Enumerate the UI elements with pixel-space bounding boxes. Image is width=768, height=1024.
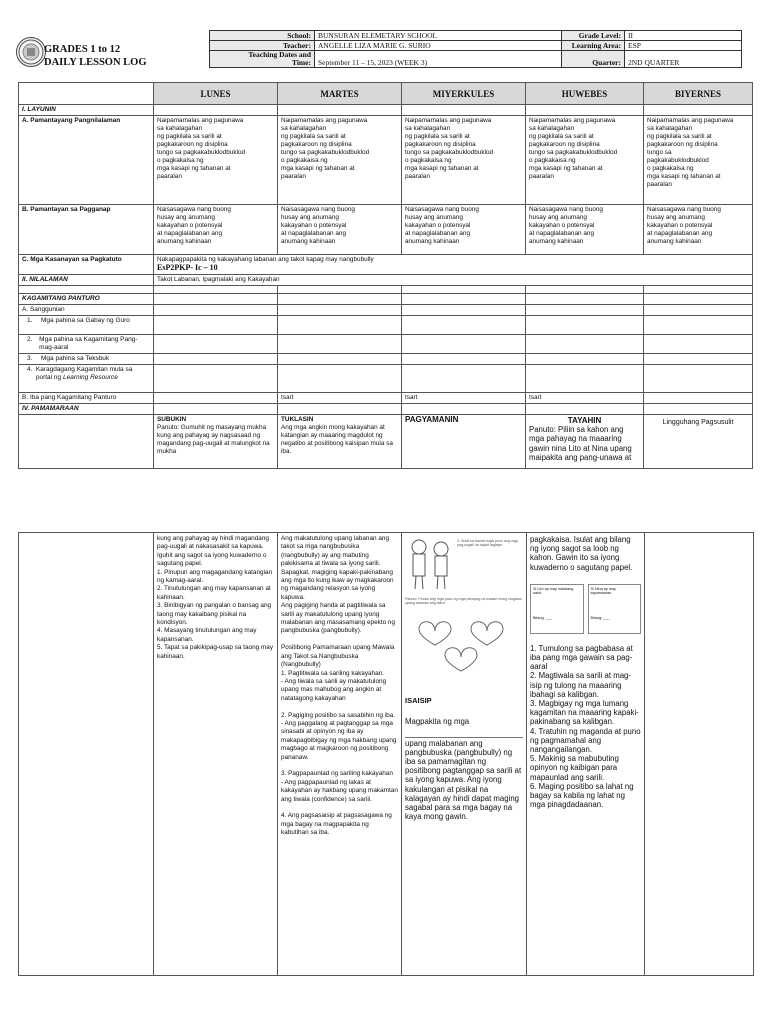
dates-label-line1: Teaching Dates and bbox=[248, 50, 311, 59]
illustration-caption: 3. Sulat sa bawat hugis puso ang mga pag-uugali na dapat taglayin. bbox=[457, 539, 518, 548]
answer-box-nina bbox=[588, 584, 642, 634]
mag-aaral-label: Mga pahina sa Kagamitang Pang-mag-aaral bbox=[39, 336, 138, 351]
proc-thu-head: TAYAHIN bbox=[567, 416, 602, 425]
cell-proc-wed bbox=[402, 415, 526, 469]
proc-mon-head: SUBUKIN bbox=[157, 416, 187, 423]
dates-label bbox=[210, 51, 315, 68]
cell-pagganap-wed: Naisasagawa nang buong husay ang anumang kakayahan o potensyal at napaglalabanan ang anumang kahinaan bbox=[402, 205, 526, 255]
day-header-monday: LUNES bbox=[154, 83, 278, 105]
corner-cell bbox=[19, 83, 154, 105]
row-label-sanggunian: A. Sanggunian bbox=[19, 305, 154, 316]
cell-proc-tue bbox=[278, 415, 402, 469]
isaisip-text: upang malabanan ang pangbubuska (pangbubully) ng iba sa pamamagitan ng positibong pagtanggap sa sarili at sa iyong kapuwa. Ang iyong kakulangan at pisikal na kalagayan ay hindi dapat maging sagabal para sa mga bagay na kaya mong gawin. bbox=[405, 738, 522, 822]
magpakita-text: Magpakita ng mga bbox=[405, 717, 470, 727]
doc-title-line1: GRADES 1 to 12 bbox=[44, 44, 121, 55]
day-header-friday: BIYERNES bbox=[644, 83, 753, 105]
gabay-label: Mga pahina sa Gabay ng Guro bbox=[41, 317, 130, 324]
cell-pagganap-tue: Naisasagawa nang buong husay ang anumang kakayahan o potensyal at napaglalabanan ang anumang kahinaan bbox=[278, 205, 402, 255]
answer-box-lito bbox=[530, 584, 584, 634]
activity-illustration bbox=[405, 537, 523, 677]
row-label-teksbuk: 3. Mga pahina sa Teksbuk bbox=[19, 354, 154, 365]
cell-proc-fri bbox=[644, 415, 753, 469]
cell-pangnilalaman-fri: Naipamamalas ang pagunawa sa kahalagahan ng pagkilala sa sarili at pagkakaroon ng disiplina tungo sa pagkakabuklodbuklod o pagkakaisa ng mga kasapi ng tahanan at paaralan bbox=[644, 116, 753, 205]
cell-tsart-tue: tsart bbox=[278, 393, 402, 404]
row-label-learning-resource: 4. Karagdagang Kagamitan mula sa portal ng Learning Resource bbox=[19, 365, 154, 393]
p2-cell-mon: kung ang pahayag ay hindi magandang pag-uugali at nakasasakit sa kapuwa. Iguhit ang sagot sa iyong kuwaderno o sagutang papel. 1. Pinupuri ang magagandang katangian ng kamag-aaral. 2. Tinutulungan ang may kapansanan at kahinaan. 3. Binibigyan ng pangalan o bansag ang taong may kakaibang pisikal na kondisyon. 4. Masayang tinutulungan ang may kapansanan. 5. Tapat sa pakikipag-usap sa taong may kahinaan. bbox=[154, 533, 278, 976]
cell-tsart-thu: tsart bbox=[526, 393, 644, 404]
p2-cell-tue: Ang makatutulong upang labanan ang takot sa mga nangbubusika (nangbubully) ay ang mabuting pakikisama at tiwala sa iyong sarili. Sapagkat, magiging kapaki-pakinabang ang mga ito kung ikaw ay magkakaroon ng magandang relasyon sa iyong kapuwa. Ang pagiging handa at pagtitiwala sa sarili ay makatutulong upang iyong malabanan ang masasamang epekto ng pangbubuska (pangbubully). Positibong Pamamaraan upang Mawala ang Takot sa Nangbubuska (Nangbubully) 1. Pagtitiwala sa sariling kakayahan. - Ang tiwala sa sarili ay makatutulong upang mas mahubog ang angkin at natatagong kakayahan 2. Pagiging positibo sa sasabihin ng iba. - Ang paggalang at pagtanggap sa mga sinasabi at opinyon ng iba ay makapagbibigay ng mga hakbang upang magbago at magkaroon ng positibong pananaw. 3. Pagpapaunlad ng sariling kakayahan - Ang pagpapaunlad ng lakas at kakayahan ay hakbang upang makamtan ang tiwala (confidence) sa sarili. 4. Ang pagsasaisip at pagsasagawa ng mga bagay na magpapakita ng kabutihan sa iba. bbox=[278, 533, 402, 976]
area-value: ESP bbox=[625, 41, 742, 51]
hearts-diagram bbox=[405, 609, 523, 677]
cell-pangnilalaman-tue: Naipamamalas ang pagunawa sa kahalagahan ng pagkilala sa sarili at pagkakaroon ng disiplina tungo sa pagkakabuklodbuklod o pagkakaisa ng mga kasapi ng tahanan at paaralan bbox=[278, 116, 402, 205]
answer-box-nina-text: Si Nina ay may kapansanan. bbox=[590, 586, 617, 596]
header-info-table bbox=[209, 30, 742, 68]
day-header-tuesday: MARTES bbox=[278, 83, 402, 105]
dates-value: September 11 – 15, 2023 (WEEK 3) bbox=[315, 51, 562, 68]
lesson-grid-continued bbox=[18, 532, 754, 976]
cell-pangnilalaman-thu: Naipamamalas ang pagunawa sa kahalagahan ng pagkilala sa sarili at pagkakaroon ng disiplina tungo sa pagkakabuklodbuklod o pagkakaisa ng mga kasapi ng tahanan at paaralan bbox=[526, 116, 644, 205]
cell-tsart-wed: tsart bbox=[402, 393, 526, 404]
day-header-thursday: HUWEBES bbox=[526, 83, 644, 105]
thu-instructions: pagkakaisa. Isulat ang bilang ng iyong sagot sa loob ng kahon. Gawin ito sa iyong kuwaderno o sagutang papel. bbox=[530, 535, 633, 572]
row-label-kagamitang-mag-aaral: 2. Mga pahina sa Kagamitang Pang-mag-aaral bbox=[19, 335, 154, 354]
answer-box-nina-label: Bilang: ___ bbox=[590, 616, 610, 620]
proc-wed-head: PAGYAMANIN bbox=[405, 415, 459, 424]
p2-cell-wed bbox=[402, 533, 527, 976]
proc-thu-text: Panuto: Piliin sa kahon ang mga pahayag na maaaring gawin nina Lito at Nina upang maipakita ang pang-unawa at bbox=[529, 425, 632, 462]
answer-boxes bbox=[530, 584, 641, 634]
row-label-kasanayan: C. Mga Kasanayan sa Pagkatuto bbox=[19, 255, 154, 275]
area-label: Learning Area: bbox=[562, 41, 625, 51]
lesson-grid bbox=[18, 82, 753, 469]
row-label-layunin: I. LAYUNIN bbox=[19, 105, 154, 116]
day-header-wednesday: MIYERKULES bbox=[402, 83, 526, 105]
cell-proc-mon bbox=[154, 415, 278, 469]
row-label-iba-pang: B. Iba pang Kagamitang Panturo bbox=[19, 393, 154, 404]
teacher-label: Teacher: bbox=[210, 41, 315, 51]
grade-label: Grade Level: bbox=[562, 31, 625, 41]
quarter-value: 2ND QUARTER bbox=[625, 51, 742, 68]
proc-mon-text: Panuto: Gumuhit ng masayang mukha kung ang pahayag ay nagsasaad ng magandang pag-uugali at malungkot na mukha bbox=[157, 424, 270, 455]
cell-pangnilalaman-wed: Naipamamalas ang pagunawa sa kahalagahan ng pagkilala sa sarili at pagkakaroon ng disiplina tungo sa pagkakabuklodbuklod o pagkakaisa ng mga kasapi ng tahanan at paaralan bbox=[402, 116, 526, 205]
doc-title-line2: DAILY LESSON LOG bbox=[44, 57, 147, 68]
row-label-pamamaraan: IV. PAMAMARAAN bbox=[19, 404, 154, 415]
deped-seal-icon bbox=[16, 37, 46, 67]
row-label-pangnilalaman: A. Pamantayang Pangnilalaman bbox=[19, 116, 154, 205]
teacher-value: ANGELLE LIZA MARIE G. SURIO bbox=[315, 41, 562, 51]
kasanayan-text: Nakapagpapakita ng kakayahang labanan ang takot kapag may nangbubully bbox=[157, 256, 374, 263]
row-label-pagganap: B. Pamantayan sa Pagganap bbox=[19, 205, 154, 255]
answer-box-lito-text: Si Lito ay may malalang sakit. bbox=[533, 586, 574, 596]
cell-pagganap-mon: Naisasagawa nang buong husay ang anumang kakayahan o potensyal at napaglalabanan ang anumang kahinaan bbox=[154, 205, 278, 255]
row-label-kagamitang-panturo: KAGAMITANG PANTURO bbox=[19, 294, 154, 305]
isaisip-heading: ISAISIP bbox=[405, 696, 432, 705]
kasanayan-code: EsP2PKP- Ic – 10 bbox=[157, 263, 218, 272]
proc-tue-text: Ang mga angkin mong kakayahan at katangian ay maaaring magdulot ng negatibo at positibong kaisipan mula sa iba. bbox=[281, 424, 393, 455]
lr-label-italic: Learning Resource bbox=[62, 374, 118, 381]
cell-pangnilalaman-mon: Naipamamalas ang pagunawa sa kahalagahan ng pagkilala sa sarili at pagkakaroon ng disiplina tungo sa pagkakabuklodbuklod o pagkakaisa ng mga kasapi ng tahanan at paaralan bbox=[154, 116, 278, 205]
cell-proc-thu bbox=[526, 415, 644, 469]
quarter-label: Quarter: bbox=[562, 51, 625, 68]
illustration-instructions: Panuto: Punan ang mga puso ng mga pahayag na maaari mong isagawa upang labanan ang takot. bbox=[405, 597, 522, 606]
row-label-nilalaman: II. NILALAMAN bbox=[19, 275, 154, 286]
grade-value: II bbox=[625, 31, 742, 41]
teksbuk-label: Mga pahina sa Teksbuk bbox=[41, 355, 110, 362]
thu-choices-list: 1. Tumulong sa pagbabasa at iba pang mga gawain sa pag-aaral 2. Magtiwala sa sarili at mag-isip ng tulong na maaaring ibahagi sa kalibgan. 3. Magbigay ng mga lumang kagamitan na maaaring kapaki-pakinabang sa kalibgan. 4. Tratuhin ng maganda at puno ng pagmamahal ang nangangailangan. 5. Makinig sa mabubuting opinyon ng kaibigan para mapaunlad ang sarili. 6. Maging positibo sa lahat ng bagay sa kabila ng lahat ng mga pinagdadaanan. bbox=[530, 643, 641, 810]
school-label: School: bbox=[210, 31, 315, 41]
proc-fri-text: Lingguhang Pagsusulit bbox=[662, 419, 734, 426]
p2-cell-thu bbox=[527, 533, 645, 976]
cell-pagganap-fri: Naisasagawa nang buong husay ang anumang kakayahan o potensyal at napaglalabanan ang anumang kahinaan bbox=[644, 205, 753, 255]
cell-kasanayan bbox=[154, 255, 753, 275]
dates-label-line2: Time: bbox=[291, 58, 311, 67]
school-value: BUNSURAN ELEMETARY SCHOOL bbox=[315, 31, 562, 41]
proc-tue-head: TUKLASIN bbox=[281, 416, 314, 423]
cell-pagganap-thu: Naisasagawa nang buong husay ang anumang kakayahan o potensyal at napaglalabanan ang anumang kahinaan bbox=[526, 205, 644, 255]
cell-nilalaman: Takot Labanan, Ipagmalaki ang Kakayahan bbox=[154, 275, 753, 286]
row-label-gabay: 1. Mga pahina sa Gabay ng Guro bbox=[19, 316, 154, 335]
answer-box-lito-label: Bilang: ___ bbox=[533, 616, 552, 620]
lr-label: Karagdagang Kagamitan mula sa portal ng bbox=[35, 366, 133, 381]
